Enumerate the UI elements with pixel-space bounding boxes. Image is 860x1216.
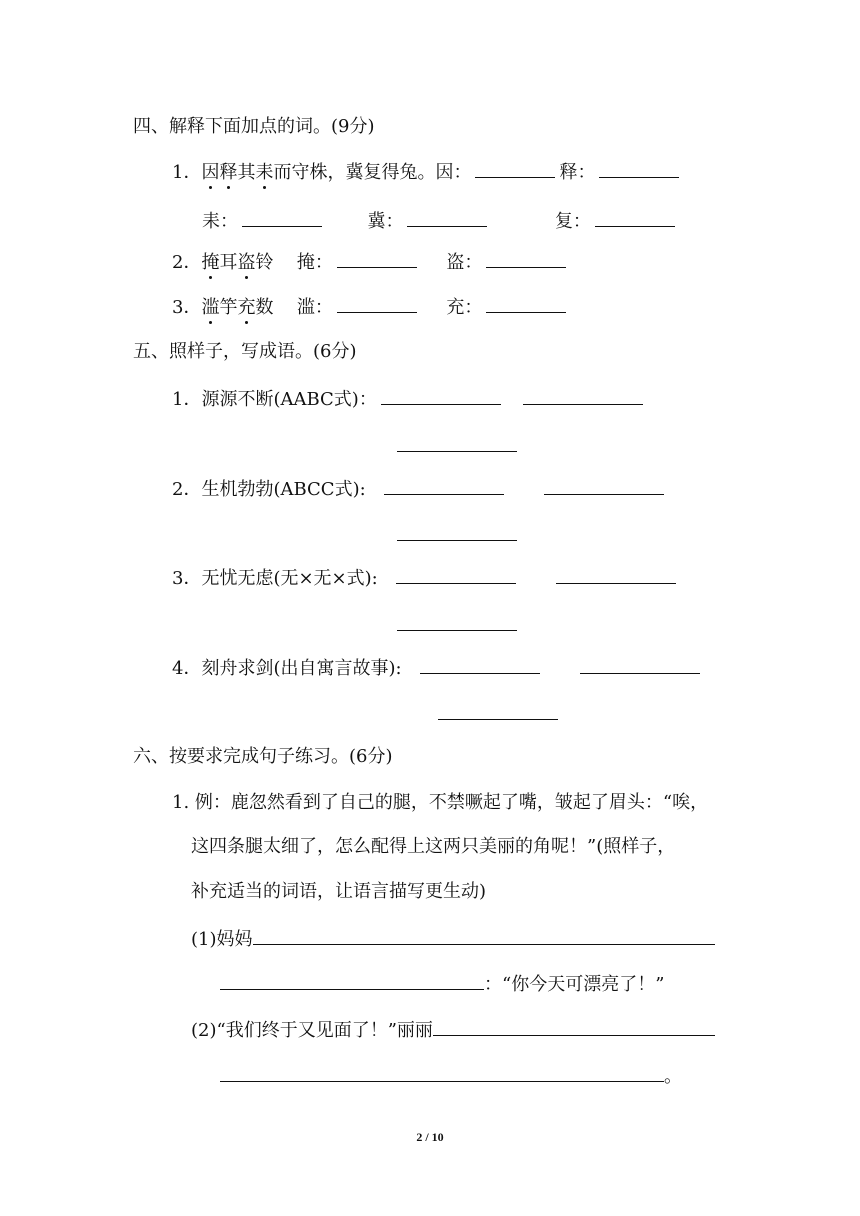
q5-4-line-2 <box>434 701 562 727</box>
answer-blank[interactable] <box>438 701 558 720</box>
section-4-title: 四、解释下面加点的词。(9分) <box>133 116 375 137</box>
answer-blank[interactable] <box>337 249 417 268</box>
answer-blank[interactable] <box>397 612 517 631</box>
q5-4-line: 4．刻舟求剑(出自寓言故事): <box>172 655 704 681</box>
dotted-char: 滥 <box>201 297 220 318</box>
q6-s2-line: (2)“我们终于又见面了！”丽丽 <box>191 1017 715 1043</box>
dotted-char: 因 <box>201 162 220 183</box>
q5-2-line: 2．生机勃勃(ABCC式): <box>172 476 668 502</box>
answer-blank[interactable] <box>396 565 516 584</box>
q4-2-line: 2．掩耳盗铃 掩： 盗： <box>172 249 570 275</box>
answer-blank[interactable] <box>220 1063 664 1082</box>
dotted-char: 充 <box>237 297 256 318</box>
answer-blank[interactable] <box>595 208 675 227</box>
section-6-title: 六、按要求完成句子练习。(6分) <box>133 746 393 767</box>
answer-blank[interactable] <box>253 926 715 945</box>
page-number: 2 / 10 <box>416 1130 444 1144</box>
dotted-char: 掩 <box>201 252 220 273</box>
q6-example-line-2: 这四条腿太细了，怎么配得上这两只美丽的角呢！”(照样子， <box>191 836 676 857</box>
q5-1-line-2 <box>393 433 521 459</box>
dotted-char: 耒 <box>255 162 274 183</box>
answer-blank[interactable] <box>580 655 700 674</box>
answer-blank[interactable] <box>397 522 517 541</box>
answer-blank[interactable] <box>242 208 322 227</box>
q6-s1-line-2: ：“你今天可漂亮了！” <box>220 971 664 997</box>
answer-blank[interactable] <box>397 433 517 452</box>
answer-blank[interactable] <box>381 386 501 405</box>
answer-blank[interactable] <box>599 159 679 178</box>
answer-blank[interactable] <box>407 208 487 227</box>
q5-3-line: 3．无忧无虑(无×无×式): <box>172 565 680 591</box>
answer-blank[interactable] <box>433 1017 715 1036</box>
q4-1-line: 1．因释其耒而守株，冀复得兔。因： 释： <box>172 159 683 185</box>
answer-blank[interactable] <box>220 971 484 990</box>
answer-blank[interactable] <box>556 565 676 584</box>
q5-1-line: 1．源源不断(AABC式)： <box>172 386 647 412</box>
answer-blank[interactable] <box>544 476 664 495</box>
q6-example-line-3: 补充适当的词语，让语言描写更生动) <box>191 881 487 902</box>
q6-s1-line: (1)妈妈 <box>191 926 715 952</box>
dotted-char: 盗 <box>237 252 256 273</box>
answer-blank[interactable] <box>486 294 566 313</box>
answer-blank[interactable] <box>384 476 504 495</box>
q6-s2-line-2: 。 <box>220 1063 682 1089</box>
answer-blank[interactable] <box>337 294 417 313</box>
q5-3-line-2 <box>393 612 521 638</box>
answer-blank[interactable] <box>475 159 555 178</box>
q4-1-line-2: 耒： 冀： 复： <box>202 208 679 234</box>
section-5-title: 五、照样子，写成语。(6分) <box>133 341 357 362</box>
answer-blank[interactable] <box>523 386 643 405</box>
answer-blank[interactable] <box>486 249 566 268</box>
q5-2-line-2 <box>393 522 521 548</box>
q4-3-line: 3．滥竽充数 滥： 充： <box>172 294 570 320</box>
dotted-char: 释 <box>219 162 238 183</box>
answer-blank[interactable] <box>420 655 540 674</box>
q6-example-line-1: 1. 例：鹿忽然看到了自己的腿，不禁噘起了嘴，皱起了眉头：“唉， <box>172 792 709 813</box>
